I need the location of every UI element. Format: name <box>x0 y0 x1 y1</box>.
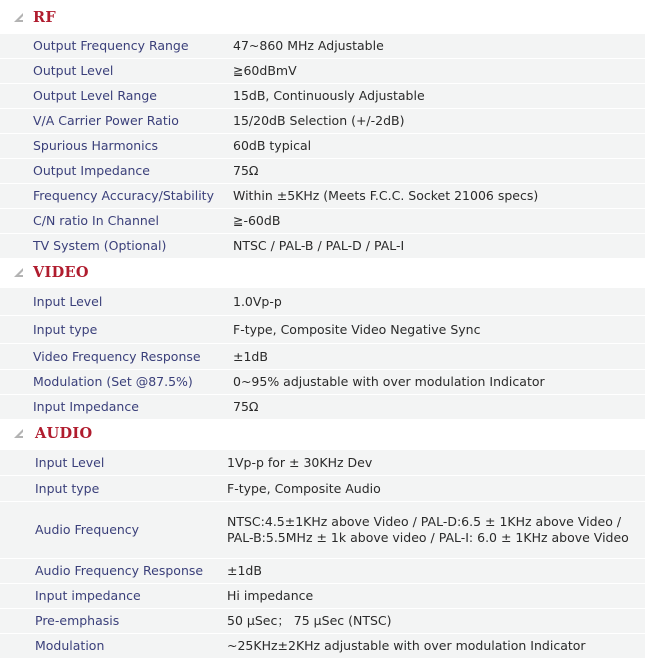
spec-label: Output Level <box>33 63 114 78</box>
spec-label: TV System (Optional) <box>33 238 167 253</box>
spec-row <box>0 584 645 608</box>
spec-row <box>0 450 645 475</box>
spec-row <box>0 234 645 258</box>
spec-label: Video Frequency Response <box>33 348 201 364</box>
spec-value: 1.0Vp-p <box>233 293 282 309</box>
spec-row <box>0 209 645 233</box>
spec-row <box>0 559 645 583</box>
spec-label: Input type <box>33 321 98 337</box>
section-title: RF <box>33 9 56 26</box>
spec-row <box>0 395 645 419</box>
spec-row <box>0 84 645 108</box>
spec-row <box>0 502 645 558</box>
spec-row <box>0 609 645 633</box>
spec-label: Modulation (Set @87.5%) <box>33 374 193 389</box>
spec-value: 75Ω <box>233 163 259 178</box>
spec-label: Output Frequency Range <box>33 38 189 53</box>
section-title: VIDEO <box>33 264 89 281</box>
spec-value: NTSC:4.5±1KHz above Video / PAL-D:6.5 ± 1KHz above Video / PAL-B:5.5MHz ± 1k above video / PAL-I: 6.0 ± 1KHz above Video <box>227 514 629 545</box>
spec-value: Hi impedance <box>227 588 314 603</box>
spec-label: Frequency Accuracy/Stability <box>33 188 214 203</box>
spec-label: Input Impedance <box>33 399 139 414</box>
spec-value: ±1dB <box>233 348 268 364</box>
spec-label: Spurious Harmonics <box>33 138 159 153</box>
spec-row <box>0 184 645 208</box>
spec-label: Pre-emphasis <box>35 613 120 628</box>
spec-value: F-type, Composite Audio <box>227 480 381 496</box>
spec-row <box>0 316 645 343</box>
section-title: AUDIO <box>35 425 93 442</box>
spec-row <box>0 34 645 58</box>
spec-value: ≧-60dB <box>233 213 281 228</box>
section-header-video <box>0 263 645 283</box>
spec-value: Within ±5KHz (Meets F.C.C. Socket 21006 specs) <box>233 188 539 203</box>
spec-row <box>0 344 645 369</box>
spec-value: 60dB typical <box>233 138 312 153</box>
spec-row <box>0 634 645 658</box>
spec-label: Audio Frequency Response <box>35 563 204 578</box>
section-triangle-icon <box>14 268 23 277</box>
spec-label: Audio Frequency <box>35 522 140 537</box>
spec-label: Output Impedance <box>33 163 150 178</box>
spec-row <box>0 159 645 183</box>
spec-value: 15/20dB Selection (+/-2dB) <box>233 113 405 128</box>
spec-row <box>0 109 645 133</box>
spec-row <box>0 476 645 501</box>
spec-value: 0~95% adjustable with over modulation Indicator <box>233 374 545 389</box>
spec-label: Output Level Range <box>33 88 157 103</box>
spec-label: Input impedance <box>35 588 141 603</box>
spec-label: Input Level <box>33 293 103 309</box>
spec-value: 1Vp-p for ± 30KHz Dev <box>227 454 373 470</box>
spec-row <box>0 370 645 394</box>
spec-value: ≧60dBmV <box>233 63 297 78</box>
spec-label: Input type <box>35 480 100 496</box>
spec-value: 75Ω <box>233 399 259 414</box>
spec-value: 50 μSec； 75 μSec (NTSC) <box>227 613 392 628</box>
section-triangle-icon <box>14 429 23 438</box>
spec-value: 15dB, Continuously Adjustable <box>233 88 425 103</box>
spec-label: V/A Carrier Power Ratio <box>33 113 179 128</box>
spec-value: F-type, Composite Video Negative Sync <box>233 321 481 337</box>
section-header-rf <box>0 8 645 28</box>
spec-value: NTSC / PAL-B / PAL-D / PAL-I <box>233 238 405 253</box>
spec-value: ~25KHz±2KHz adjustable with over modulation Indicator <box>227 638 586 653</box>
spec-row <box>0 288 645 315</box>
spec-row <box>0 134 645 158</box>
spec-value: 47~860 MHz Adjustable <box>233 38 384 53</box>
spec-value: ±1dB <box>227 563 262 578</box>
spec-row <box>0 59 645 83</box>
section-triangle-icon <box>14 13 23 22</box>
section-header-audio <box>0 424 645 444</box>
spec-label: Input Level <box>35 454 105 470</box>
spec-label: Modulation <box>35 638 105 653</box>
spec-label: C/N ratio In Channel <box>33 213 159 228</box>
